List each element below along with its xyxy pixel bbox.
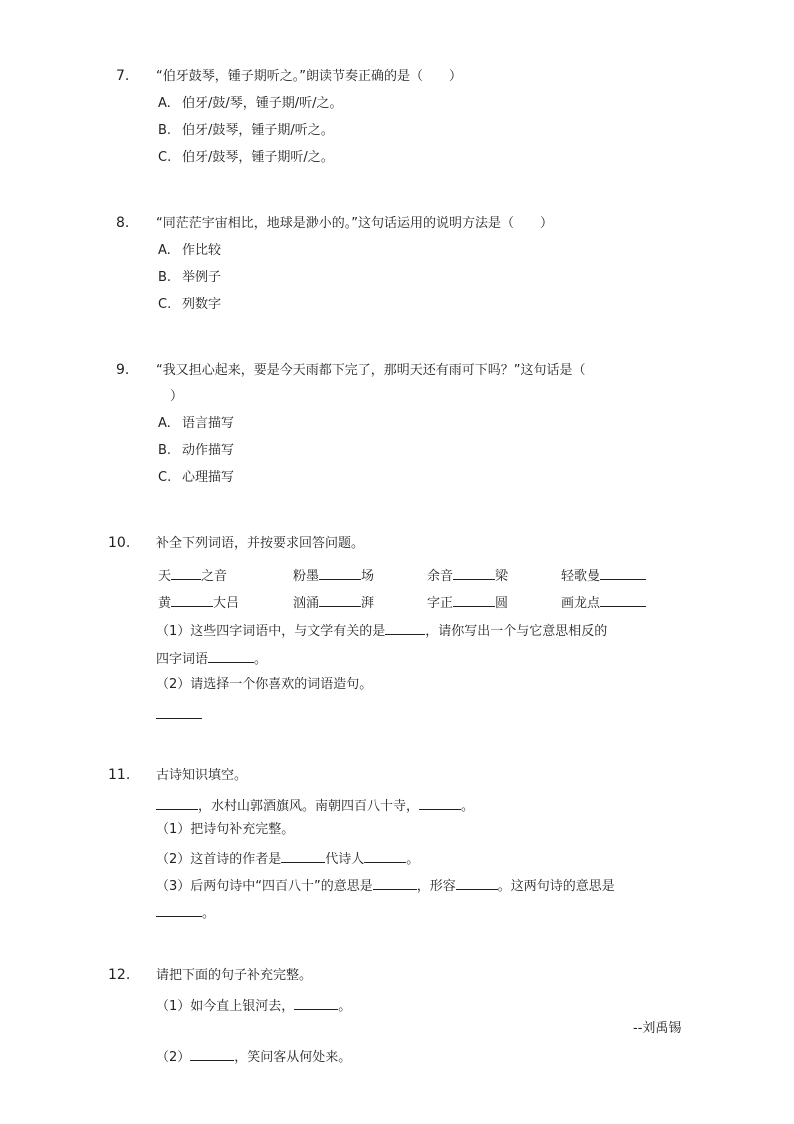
question-stem: “同茫茫宇宙相比，地球是渺小的。”这句话运用的说明方法是（ ）: [156, 216, 553, 231]
option-text: 伯牙/鼓琴，锺子期听/之。: [182, 150, 334, 165]
answer-blank[interactable]: [453, 592, 495, 607]
option-letter: C.: [158, 470, 172, 485]
option-letter: C.: [158, 150, 172, 165]
idiom-item: 余音 梁: [427, 565, 508, 584]
answer-blank[interactable]: [281, 848, 325, 863]
option-text: 心理描写: [182, 470, 235, 485]
question-number: 7.: [116, 68, 130, 84]
answer-blank[interactable]: [385, 620, 425, 635]
answer-blank[interactable]: [419, 795, 461, 810]
answer-blank[interactable]: [190, 1046, 234, 1061]
option-text: 列数字: [182, 297, 222, 312]
option-text: 作比较: [182, 243, 222, 258]
sub-question-1: （1）把诗句补充完整。: [156, 822, 295, 837]
option-c[interactable]: [158, 469, 234, 487]
answer-blank[interactable]: [156, 795, 198, 810]
option-c[interactable]: [158, 296, 221, 314]
idiom-item: 粉墨 场: [293, 565, 374, 584]
idiom-item: 汹涌 湃: [293, 592, 374, 611]
option-text: 举例子: [182, 270, 222, 285]
sub-question-1: （1）如今直上银河去， 。: [156, 995, 351, 1016]
option-text: 动作描写: [182, 443, 235, 458]
sub-question-3-continued: 。: [156, 902, 215, 923]
question-stem: “伯牙鼓琴，锺子期听之。”朗读节奏正确的是（ ）: [156, 69, 462, 84]
option-letter: A.: [158, 243, 171, 258]
option-letter: C.: [158, 297, 172, 312]
option-text: 伯牙/鼓琴，锺子期/听之。: [182, 123, 334, 138]
idiom-item: 画龙点: [561, 592, 646, 611]
option-letter: A.: [158, 96, 171, 111]
question-stem: 古诗知识填空。: [156, 768, 248, 783]
question-number: 8.: [116, 215, 130, 231]
option-letter: B.: [158, 443, 172, 458]
answer-blank[interactable]: [156, 902, 202, 917]
answer-blank[interactable]: [453, 565, 495, 580]
option-c[interactable]: [158, 149, 334, 167]
idiom-item: 轻歌曼: [561, 565, 646, 584]
question-number: 12.: [108, 967, 131, 983]
question-stem: 补全下列词语，并按要求回答问题。: [156, 536, 365, 551]
question-stem: “我又担心起来，要是今天雨都下完了，那明天还有雨可下吗？”这句话是（: [156, 363, 586, 378]
option-letter: A.: [158, 416, 171, 431]
author-attribution: --刘禹锡: [633, 1021, 682, 1036]
option-letter: B.: [158, 123, 172, 138]
option-letter: B.: [158, 270, 172, 285]
question-stem: 请把下面的句子补充完整。: [156, 968, 313, 983]
sub-question-2: （2）这首诗的作者是 代诗人 。: [156, 848, 419, 869]
option-text: 语言描写: [182, 416, 235, 431]
question-number: 10.: [108, 535, 131, 551]
question-stem-continued: ）: [170, 389, 184, 404]
option-text: 伯牙/鼓/琴，锺子期/听/之。: [182, 96, 343, 111]
sub-question-2: （2） ，笑问客从何处来。: [156, 1046, 351, 1067]
option-b[interactable]: [158, 442, 234, 460]
answer-blank[interactable]: [208, 648, 254, 663]
sub-question-1-continued: 四字词语 。: [156, 648, 267, 669]
option-a[interactable]: [158, 242, 221, 260]
answer-blank[interactable]: [171, 592, 213, 607]
answer-blank[interactable]: [319, 565, 361, 580]
answer-blank[interactable]: [600, 565, 646, 580]
option-a[interactable]: [158, 415, 234, 433]
answer-blank[interactable]: [456, 875, 498, 890]
answer-blank[interactable]: [319, 592, 361, 607]
idiom-item: 字正 圆: [427, 592, 508, 611]
answer-blank[interactable]: [294, 995, 338, 1010]
option-b[interactable]: [158, 122, 334, 140]
answer-blank[interactable]: [364, 848, 406, 863]
poem-line: ，水村山郭酒旗风。南朝四百八十寺， 。: [156, 795, 474, 816]
answer-blank[interactable]: [156, 704, 202, 719]
sub-question-2: （2）请选择一个你喜欢的词语造句。: [156, 677, 373, 692]
answer-blank[interactable]: [373, 875, 417, 890]
question-number: 11.: [108, 767, 131, 783]
sub-question-3: （3）后两句诗中“四百八十”的意思是 ，形容 。这两句诗的意思是: [156, 875, 615, 896]
idiom-item: 天 之音: [158, 565, 227, 584]
question-number: 9.: [116, 362, 130, 378]
idiom-item: 黄 大吕: [158, 592, 239, 611]
option-b[interactable]: [158, 269, 221, 287]
answer-blank[interactable]: [600, 592, 646, 607]
option-a[interactable]: [158, 95, 343, 113]
answer-blank[interactable]: [171, 565, 201, 580]
sub-question-1: （1）这些四字词语中，与文学有关的是 ，请你写出一个与它意思相反的: [156, 620, 607, 641]
